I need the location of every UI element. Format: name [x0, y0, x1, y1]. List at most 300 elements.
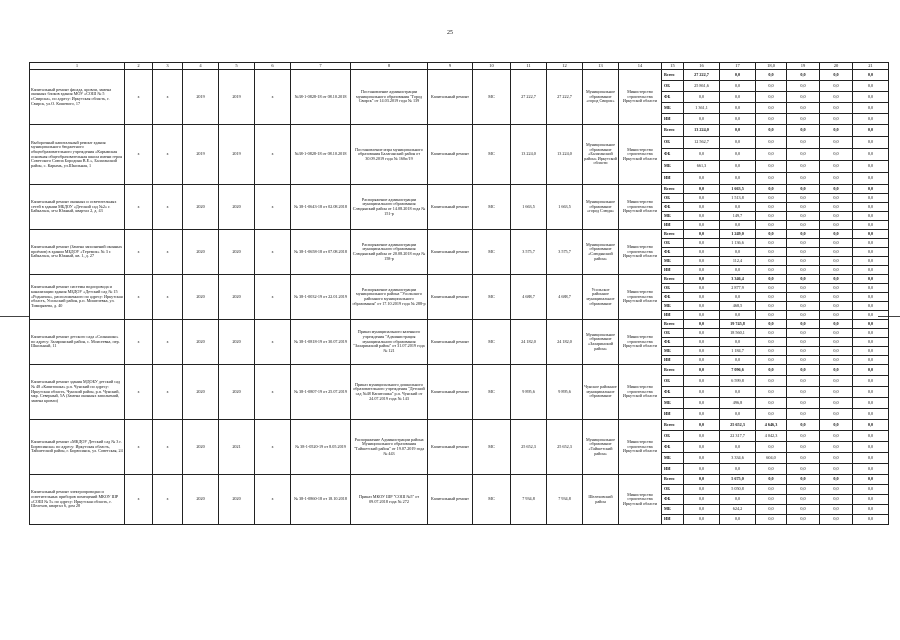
amount-cell: 0,0 [820, 161, 853, 173]
estimated-cost: 3 575,7 [511, 230, 547, 275]
amount-cell: 0,0 [820, 221, 853, 230]
amount-cell: 0,0 [787, 239, 820, 248]
amount-cell: 0,0 [820, 495, 853, 505]
municipality: Муниципальное образование «город Свирск» [583, 70, 619, 125]
estimated-cost: 7 934,8 [511, 475, 547, 525]
amount-cell: 0,0 [853, 311, 889, 320]
amount-cell: 0,0 [853, 409, 889, 420]
amount-cell: 0,0 [820, 92, 853, 103]
amount-cell: 0,0 [787, 284, 820, 293]
amount-cell: 0,0 [720, 311, 756, 320]
amount-cell: 0,0 [756, 464, 787, 475]
column-number: 12 [547, 63, 583, 70]
amount-cell: 0,0 [853, 103, 889, 114]
amount-cell: 0,0 [684, 365, 720, 376]
end-year: 2020 [219, 185, 255, 230]
amount-cell: 0,0 [684, 431, 720, 442]
end-year: 2019 [219, 70, 255, 125]
expertise-conclusion: № 38-1-0032-19 от 22.01.2019 [291, 275, 351, 320]
amount-cell: 0,0 [853, 302, 889, 311]
amount-cell: 0,0 [787, 92, 820, 103]
amount-cell: 0,0 [820, 376, 853, 387]
unit: МС [473, 365, 511, 420]
remaining-cost: 7 934,8 [547, 475, 583, 525]
amount-cell: 0,0 [820, 284, 853, 293]
table-row [30, 125, 889, 137]
column-number: 7 [291, 63, 351, 70]
amount-cell: 0,0 [787, 257, 820, 266]
amount-cell: 0,0 [820, 311, 853, 320]
amount-cell: 0,0 [853, 137, 889, 149]
amount-cell: 0,0 [684, 409, 720, 420]
cell-x: х [255, 70, 291, 125]
amount-cell: 0,0 [820, 453, 853, 464]
estimated-cost: 25 652,3 [511, 420, 547, 475]
amount-cell: 0,0 [720, 495, 756, 505]
approval-act: Приказ МКОУ ШР "СОШ №5" от 09.07.2018 года № 272 [351, 475, 428, 525]
amount-cell: 0,0 [787, 475, 820, 485]
amount-cell: 1 184,7 [720, 347, 756, 356]
cell-x: х [125, 365, 153, 420]
amount-cell: 0,0 [787, 161, 820, 173]
amount-cell: 0,0 [720, 387, 756, 398]
remaining-cost: 27 222,7 [547, 70, 583, 125]
amount-cell: 27 222,7 [684, 70, 720, 81]
amount-cell: 0,0 [684, 293, 720, 302]
amount-cell: 0,0 [684, 149, 720, 161]
cell-x: х [153, 420, 183, 475]
amount-cell: 0,0 [820, 329, 853, 338]
amount-cell: 0,0 [787, 505, 820, 515]
amount-cell: 0,0 [853, 70, 889, 81]
funding-level: ФБ [662, 149, 684, 161]
approval-act: Распоряжение администрации муниципального образования Слюдянский район от 20.08.2018 года № 158-р [351, 230, 428, 275]
remaining-cost: 3 575,7 [547, 230, 583, 275]
amount-cell: 0,0 [756, 442, 787, 453]
amount-cell: 0,0 [684, 194, 720, 203]
amount-cell: 0,0 [820, 114, 853, 125]
amount-cell: 0,0 [820, 409, 853, 420]
cell-x: х [255, 125, 291, 185]
amount-cell: 0,0 [820, 203, 853, 212]
amount-cell: 0,0 [756, 347, 787, 356]
unit: МС [473, 125, 511, 185]
amount-cell: 1 663,5 [720, 185, 756, 194]
amount-cell: 7 096,6 [720, 365, 756, 376]
amount-cell: 0,0 [853, 293, 889, 302]
work-type: Капитальный ремонт [428, 125, 473, 185]
funding-level: МБ [662, 347, 684, 356]
amount-cell: 0,0 [756, 257, 787, 266]
amount-cell: 0,0 [853, 420, 889, 431]
approval-act: Распоряжение администрации муниципального образования Слюдянский район от 14.08.2018 года № 151-р [351, 185, 428, 230]
amount-cell: 0,0 [684, 114, 720, 125]
amount-cell: 0,0 [684, 221, 720, 230]
amount-cell: 0,0 [787, 137, 820, 149]
amount-cell: 0,0 [820, 485, 853, 495]
amount-cell: 0,0 [756, 338, 787, 347]
amount-cell: 0,0 [684, 230, 720, 239]
expertise-conclusion: №38-1-0828-18 от 08.10.2018 [291, 125, 351, 185]
amount-cell: 0,0 [820, 420, 853, 431]
end-year: 2020 [219, 475, 255, 525]
amount-cell: 5 050,8 [720, 485, 756, 495]
amount-cell: 0,0 [853, 194, 889, 203]
amount-cell: 0,0 [853, 230, 889, 239]
amount-cell: 661,3 [684, 161, 720, 173]
start-year: 2020 [183, 365, 219, 420]
amount-cell: 0,0 [787, 347, 820, 356]
amount-cell: 0,0 [684, 356, 720, 365]
amount-cell: 0,0 [853, 329, 889, 338]
amount-cell: 0,0 [853, 464, 889, 475]
amount-cell: 0,0 [820, 70, 853, 81]
column-number: 19 [787, 63, 820, 70]
column-number: 4 [183, 63, 219, 70]
end-year: 2019 [219, 125, 255, 185]
remaining-cost: 9 895,6 [547, 365, 583, 420]
funding-level: Всего [662, 365, 684, 376]
amount-cell: 0,0 [787, 442, 820, 453]
amount-cell: 0,0 [787, 376, 820, 387]
cell-x: х [153, 320, 183, 365]
unit: МС [473, 275, 511, 320]
amount-cell: 0,0 [787, 275, 820, 284]
amount-cell: 0,0 [756, 221, 787, 230]
amount-cell: 0,0 [787, 81, 820, 92]
cell-x: х [125, 185, 153, 230]
table-row [30, 230, 889, 239]
amount-cell: 0,0 [820, 230, 853, 239]
table-row [30, 475, 889, 485]
amount-cell: 0,0 [787, 70, 820, 81]
column-number: 3 [153, 63, 183, 70]
amount-cell: 0,0 [787, 338, 820, 347]
remaining-cost: 25 652,3 [547, 420, 583, 475]
amount-cell: 0,0 [720, 81, 756, 92]
funding-level: ИИ [662, 409, 684, 420]
amount-cell: 0,0 [820, 338, 853, 347]
amount-cell: 0,0 [756, 185, 787, 194]
cell-x: х [153, 125, 183, 185]
funding-level: ИИ [662, 221, 684, 230]
amount-cell: 0,0 [853, 161, 889, 173]
amount-cell: 0,0 [787, 485, 820, 495]
amount-cell: 0,0 [853, 266, 889, 275]
unit: МС [473, 185, 511, 230]
municipality: Шелеховский район [583, 475, 619, 525]
amount-cell: 0,0 [684, 475, 720, 485]
funding-level: ОБ [662, 431, 684, 442]
amount-cell: 0,0 [853, 505, 889, 515]
amount-cell: 0,0 [787, 311, 820, 320]
table-row [30, 185, 889, 194]
amount-cell: 0,0 [820, 266, 853, 275]
funding-level: Всего [662, 125, 684, 137]
amount-cell: 0,0 [853, 125, 889, 137]
start-year: 2019 [183, 70, 219, 125]
expertise-conclusion: № 38-1-0807-19 от 25.07.2019 [291, 365, 351, 420]
expertise-conclusion: № 38-1-0520-19 от 8.05.2019 [291, 420, 351, 475]
funding-level: Всего [662, 185, 684, 194]
column-number: 9 [428, 63, 473, 70]
funding-level: ИИ [662, 356, 684, 365]
amount-cell: 0,0 [684, 320, 720, 329]
cell-x: х [125, 230, 153, 275]
pen-mark [0, 316, 30, 317]
amount-cell: 18 560,1 [720, 329, 756, 338]
amount-cell: 0,0 [787, 248, 820, 257]
start-year: 2020 [183, 320, 219, 365]
amount-cell: 0,0 [756, 475, 787, 485]
amount-cell: 0,0 [820, 257, 853, 266]
amount-cell: 0,0 [853, 185, 889, 194]
amount-cell: 0,0 [853, 338, 889, 347]
amount-cell: 25 652,3 [720, 420, 756, 431]
amount-cell: 0,0 [756, 485, 787, 495]
amount-cell: 0,0 [853, 431, 889, 442]
amount-cell: 0,0 [820, 475, 853, 485]
cell-x: х [153, 185, 183, 230]
work-type: Капитальный ремонт [428, 185, 473, 230]
unit: МС [473, 70, 511, 125]
amount-cell: 0,0 [853, 149, 889, 161]
work-type: Капитальный ремонт [428, 320, 473, 365]
amount-cell: 0,0 [853, 320, 889, 329]
funding-level: ФБ [662, 387, 684, 398]
amount-cell: 0,0 [820, 103, 853, 114]
amount-cell: 0,0 [853, 203, 889, 212]
ministry: Министерство строительства Иркутской области [619, 125, 662, 185]
amount-cell: 0,0 [756, 284, 787, 293]
amount-cell: 0,0 [756, 376, 787, 387]
unit: МС [473, 320, 511, 365]
amount-cell: 0,0 [820, 248, 853, 257]
amount-cell: 0,0 [787, 302, 820, 311]
amount-cell: 604,0 [756, 453, 787, 464]
amount-cell: 0,0 [820, 347, 853, 356]
column-number: 15 [662, 63, 684, 70]
funding-level: ФБ [662, 338, 684, 347]
amount-cell: 0,0 [787, 365, 820, 376]
amount-cell: 624,2 [720, 505, 756, 515]
amount-cell: 2 877,9 [720, 284, 756, 293]
amount-cell: 0,0 [720, 442, 756, 453]
cell-x: х [255, 475, 291, 525]
amount-cell: 0,0 [684, 442, 720, 453]
amount-cell: 0,0 [756, 311, 787, 320]
funding-level: МБ [662, 505, 684, 515]
funding-level: ОБ [662, 137, 684, 149]
amount-cell: 468,5 [720, 302, 756, 311]
amount-cell: 0,0 [720, 221, 756, 230]
amount-cell: 0,0 [787, 203, 820, 212]
amount-cell: 1 249,0 [720, 230, 756, 239]
unit: МС [473, 230, 511, 275]
column-number: 20 [820, 63, 853, 70]
amount-cell: 0,0 [756, 194, 787, 203]
amount-cell: 0,0 [820, 81, 853, 92]
end-year: 2021 [219, 420, 255, 475]
amount-cell: 0,0 [820, 431, 853, 442]
funding-level: ОБ [662, 329, 684, 338]
amount-cell: 0,0 [684, 266, 720, 275]
amount-cell: 0,0 [820, 387, 853, 398]
amount-cell: 0,0 [820, 302, 853, 311]
amount-cell: 0,0 [756, 495, 787, 505]
amount-cell: 5 675,0 [720, 475, 756, 485]
table-row [30, 320, 889, 329]
amount-cell: 0,0 [853, 257, 889, 266]
object-name: Капитальный ремонт здания МДОБУ детский сад № 48 «Капитошка» р.п. Чунский по адресу: Иркутская область, Чунский район, р.п. Чунский, мкр. Северный, 5А (Замена оконных заполнений, замена кровли) [30, 365, 125, 420]
amount-cell: 0,0 [787, 464, 820, 475]
amount-cell: 3 334,6 [720, 453, 756, 464]
amount-cell: 0,0 [756, 81, 787, 92]
amount-cell: 0,0 [756, 70, 787, 81]
object-name: Капитальный ремонт оконных и осветительных сетей в здании МБДОУ «Детский сад №2» г. Байкальск, м-н Южный, квартал 2, д. 43 [30, 185, 125, 230]
funding-level: МБ [662, 453, 684, 464]
page-number: 25 [447, 30, 453, 36]
amount-cell: 0,0 [684, 464, 720, 475]
end-year: 2020 [219, 230, 255, 275]
amount-cell: 0,0 [684, 284, 720, 293]
approval-act: Распоряжение Администрации района Муниципального образования "Тайшетский район" от 19.07.2019 года № 443 [351, 420, 428, 475]
amount-cell: 0,0 [853, 398, 889, 409]
amount-cell: 0,0 [756, 329, 787, 338]
amount-cell: 0,0 [820, 442, 853, 453]
work-type: Капитальный ремонт [428, 230, 473, 275]
amount-cell: 0,0 [820, 194, 853, 203]
amount-cell: 0,0 [720, 103, 756, 114]
amount-cell: 0,0 [853, 284, 889, 293]
amount-cell: 0,0 [853, 376, 889, 387]
funding-level: Всего [662, 230, 684, 239]
amount-cell: 0,0 [756, 125, 787, 137]
amount-cell: 3 346,4 [720, 275, 756, 284]
cell-x: х [255, 230, 291, 275]
funding-level: ИИ [662, 173, 684, 185]
amount-cell: 0,0 [853, 221, 889, 230]
funding-level: МБ [662, 161, 684, 173]
cell-x: х [255, 275, 291, 320]
amount-cell: 0,0 [853, 347, 889, 356]
amount-cell: 0,0 [756, 149, 787, 161]
amount-cell: 0,0 [787, 409, 820, 420]
amount-cell: 0,0 [684, 239, 720, 248]
unit: МС [473, 420, 511, 475]
remaining-cost: 1 663,5 [547, 185, 583, 230]
object-name: Капитальный ремонт «МКДОУ Детский сад № 3 г. Бирюсинска» по адресу: Иркутская область, Тайшетский район, г. Бирюсинск, ул. Советская, 24 [30, 420, 125, 475]
funding-level: Всего [662, 70, 684, 81]
amount-cell: 0,0 [787, 230, 820, 239]
amount-cell: 0,0 [684, 212, 720, 221]
amount-cell: 12 562,7 [684, 137, 720, 149]
funding-level: МБ [662, 212, 684, 221]
start-year: 2020 [183, 185, 219, 230]
ministry: Министерство строительства Иркутской области [619, 230, 662, 275]
object-name: Капитальный ремонт электропроводки и осветительных приборов помещений МКОУ ШР «СОШ № 5» по адресу: Иркутская область, г. Шелехов, квартал 6, дом 28 [30, 475, 125, 525]
column-number: 17 [720, 63, 756, 70]
ministry: Министерство строительства Иркутской области [619, 320, 662, 365]
ministry: Министерство строительства Иркутской области [619, 420, 662, 475]
work-type: Капитальный ремонт [428, 475, 473, 525]
amount-cell: 0,0 [853, 356, 889, 365]
amount-cell: 4 646,3 [756, 420, 787, 431]
municipality: Муниципальное образование «Балаганский район» Иркутской области [583, 125, 619, 185]
amount-cell: 0,0 [820, 356, 853, 365]
column-number: 10 [473, 63, 511, 70]
municipality: Муниципальное образование «город Слюдя» [583, 185, 619, 230]
column-number: 13 [583, 63, 619, 70]
amount-cell: 0,0 [853, 81, 889, 92]
estimated-cost: 9 895,6 [511, 365, 547, 420]
amount-cell: 0,0 [820, 212, 853, 221]
expertise-conclusion: № 38-1-0643-18 от 02.08.2018 [291, 185, 351, 230]
amount-cell: 0,0 [853, 114, 889, 125]
amount-cell: 0,0 [787, 103, 820, 114]
cell-x: х [125, 320, 153, 365]
amount-cell: 0,0 [820, 137, 853, 149]
column-number: 5 [219, 63, 255, 70]
amount-cell: 0,0 [756, 161, 787, 173]
amount-cell: 0,0 [853, 475, 889, 485]
amount-cell: 0,0 [820, 515, 853, 525]
column-number: 14 [619, 63, 662, 70]
funding-level: ОБ [662, 194, 684, 203]
expertise-conclusion: № 38-1-0658-18 от 07.08.2018 [291, 230, 351, 275]
object-name: Капитальный ремонт (Замена заполнений оконных проёмов) в здании МБДОУ «Теремок» № 3 г. Байкальск, м-н Южный, кв. 1, д. 27 [30, 230, 125, 275]
amount-cell: 0,0 [756, 137, 787, 149]
expertise-conclusion: № 38-1-0860-18 от 18.10.2018 [291, 475, 351, 525]
amount-cell: 0,0 [720, 515, 756, 525]
municipality: Муниципальное образование «Слюдянский район» [583, 230, 619, 275]
amount-cell: 0,0 [720, 149, 756, 161]
amount-cell: 0,0 [853, 212, 889, 221]
funding-level: Всего [662, 420, 684, 431]
amount-cell: 0,0 [756, 248, 787, 257]
estimated-cost: 24 182,0 [511, 320, 547, 365]
amount-cell: 0,0 [853, 365, 889, 376]
amount-cell: 0,0 [820, 293, 853, 302]
cell-x: х [153, 475, 183, 525]
amount-cell: 0,0 [820, 149, 853, 161]
column-number: 18,0 [756, 63, 787, 70]
municipality: Муниципальное образование «Тайшетский район» [583, 420, 619, 475]
amount-cell: 0,0 [684, 329, 720, 338]
amount-cell: 0,0 [820, 365, 853, 376]
funding-level: ИИ [662, 266, 684, 275]
estimated-cost: 13 224,0 [511, 125, 547, 185]
amount-cell: 0,0 [756, 356, 787, 365]
amount-cell: 0,0 [684, 173, 720, 185]
amount-cell: 0,0 [787, 173, 820, 185]
amount-cell: 0,0 [820, 173, 853, 185]
amount-cell: 0,0 [787, 495, 820, 505]
cell-x: х [125, 475, 153, 525]
funding-level: ОБ [662, 81, 684, 92]
funding-level: МБ [662, 398, 684, 409]
amount-cell: 0,0 [684, 248, 720, 257]
amount-cell: 0,0 [853, 387, 889, 398]
amount-cell: 0,0 [787, 356, 820, 365]
column-number: 16 [684, 63, 720, 70]
funding-level: ИИ [662, 114, 684, 125]
remaining-cost: 4 688,7 [547, 275, 583, 320]
amount-cell: 0,0 [787, 149, 820, 161]
amount-cell: 0,0 [720, 70, 756, 81]
estimated-cost: 1 663,5 [511, 185, 547, 230]
approval-act: Распоряжение администрации муниципального района "Усольского районного муниципального образования" от 17.10.2019 года № 288-р [351, 275, 428, 320]
